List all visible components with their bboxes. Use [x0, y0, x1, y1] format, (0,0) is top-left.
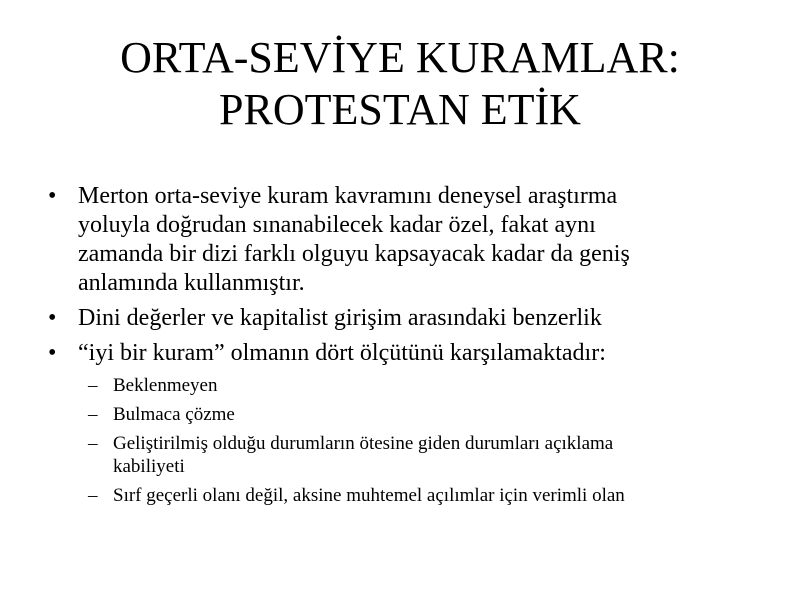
sub-bullet-line: Geliştirilmiş olduğu durumların ötesine giden durumları açıklama	[113, 433, 614, 454]
bullet-text	[78, 182, 748, 298]
bullet-text: Dini değerler ve kapitalist girişim arasındaki benzerlik	[78, 305, 602, 331]
sub-bullet-text: Sırf geçerli olanı değil, aksine muhtemel açılımlar için verimli olan	[113, 485, 625, 506]
slide-title-line-2: PROTESTAN ETİK	[219, 85, 581, 134]
bullet-marker: •	[48, 183, 57, 209]
sub-bullet-marker: –	[88, 433, 98, 454]
sub-bullet-item	[88, 432, 748, 478]
bullet-item	[48, 182, 748, 298]
sub-bullet-list	[88, 374, 748, 507]
sub-bullet-text: Bulmaca çözme	[113, 404, 235, 425]
sub-bullet-item	[88, 484, 748, 507]
bullet-text: “iyi bir kuram” olmanın dört ölçütünü karşılamaktadır:	[78, 340, 606, 366]
sub-bullet-text	[113, 432, 748, 478]
bullet-marker: •	[48, 305, 57, 331]
bullet-item	[48, 339, 748, 368]
sub-bullet-text: Beklenmeyen	[113, 375, 218, 396]
sub-bullet-marker: –	[88, 375, 98, 396]
bullet-line: zamanda bir dizi farklı olguyu kapsayacak kadar da geniş	[78, 241, 630, 267]
sub-bullet-marker: –	[88, 404, 98, 425]
slide-content	[48, 182, 748, 513]
slide-title-line-1: ORTA-SEVİYE KURAMLAR:	[120, 33, 680, 82]
sub-bullet-line: kabiliyeti	[113, 456, 185, 477]
sub-bullet-item	[88, 374, 748, 397]
slide-title	[40, 32, 760, 136]
bullet-line: Merton orta-seviye kuram kavramını deneysel araştırma	[78, 183, 618, 209]
sub-bullet-marker: –	[88, 485, 98, 506]
sub-bullet-item	[88, 403, 748, 426]
bullet-line: yoluyla doğrudan sınanabilecek kadar özel, fakat aynı	[78, 212, 596, 238]
bullet-marker: •	[48, 340, 57, 366]
bullet-item	[48, 304, 748, 333]
bullet-line: anlamında kullanmıştır.	[78, 270, 305, 296]
